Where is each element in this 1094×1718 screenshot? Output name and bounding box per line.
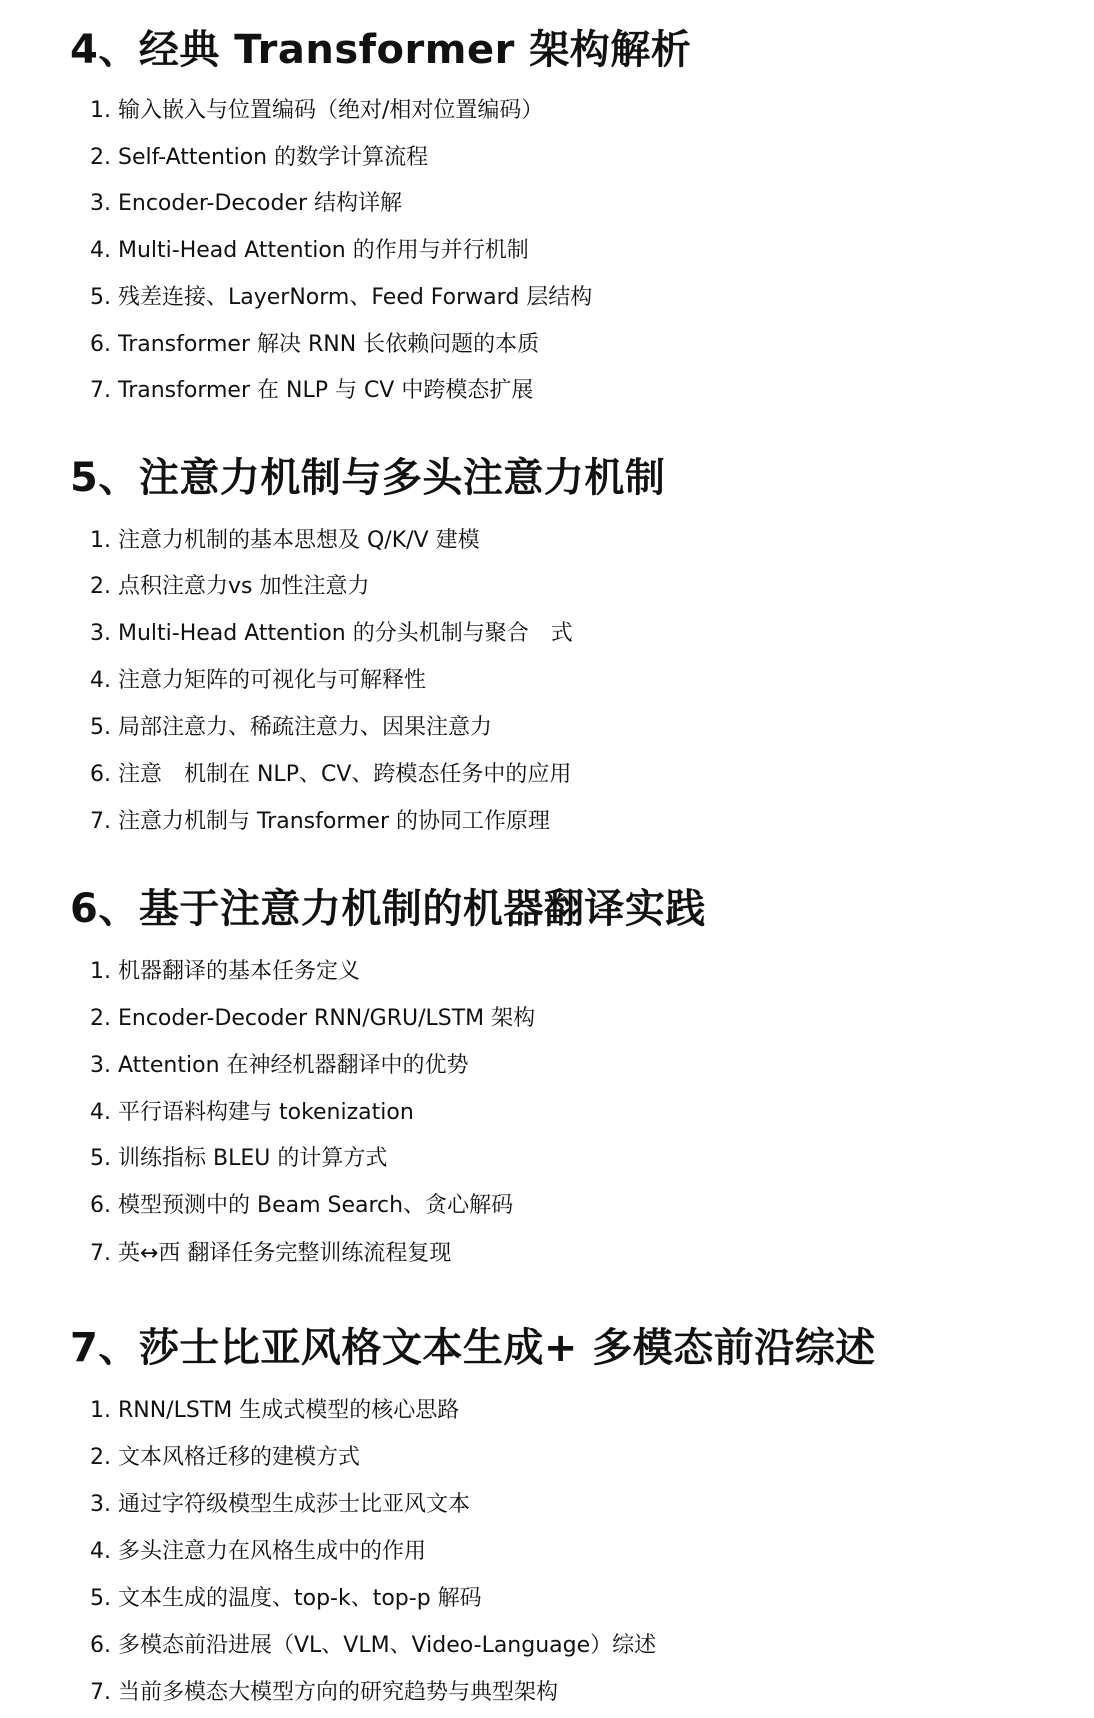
list-item: 7. 当前多模态大模型方向的研究趋势与典型架构 [90,1680,558,1705]
list-item: 2. Self-Attention 的数学计算流程 [90,145,429,170]
list-item: 4. Multi-Head Attention 的作用与并行机制 [90,238,529,263]
list-item: 5. 局部注意力、稀疏注意力、因果注意力 [90,715,492,740]
list-item: 2. Encoder-Decoder RNN/GRU/LSTM 架构 [90,1006,536,1031]
list-item: 5. 训练指标 BLEU 的计算方式 [90,1146,388,1171]
list-item: 5. 残差连接、LayerNorm、Feed Forward 层结构 [90,285,593,310]
list-item: 5. 文本生成的温度、top-k、top-p 解码 [90,1586,482,1611]
list-item: 2. 文本风格迁移的建模方式 [90,1445,360,1470]
list-item: 3. Encoder-Decoder 结构详解 [90,191,403,216]
list-item: 1. 机器翻译的基本任务定义 [90,959,360,984]
section-title: 7、莎士比亚风格文本生成+ 多模态前沿综述 [70,1325,876,1371]
section-title: 4、经典 Transformer 架构解析 [70,27,692,73]
list-item: 3. Attention 在神经机器翻译中的优势 [90,1053,469,1078]
list-item: 7. 注意力机制与 Transformer 的协同工作原理 [90,809,550,834]
list-item: 6. Transformer 解决 RNN 长依赖问题的本质 [90,332,540,357]
list-item: 4. 平行语料构建与 tokenization [90,1100,414,1125]
list-item: 3. Multi-Head Attention 的分头机制与聚合 式 [90,621,573,646]
list-item: 3. 通过字符级模型生成莎士比亚风文本 [90,1492,470,1517]
list-item: 4. 多头注意力在风格生成中的作用 [90,1539,426,1564]
list-item: 7. Transformer 在 NLP 与 CV 中跨模态扩展 [90,378,534,403]
list-item: 6. 模型预测中的 Beam Search、贪心解码 [90,1193,514,1218]
list-item: 6. 多模态前沿进展（VL、VLM、Video-Language）综述 [90,1633,657,1658]
section-title: 5、注意力机制与多头注意力机制 [70,455,666,501]
list-item: 1. 注意力机制的基本思想及 Q/K/V 建模 [90,528,480,553]
list-item: 7. 英↔西 翻译任务完整训练流程复现 [90,1241,452,1266]
list-item: 1. RNN/LSTM 生成式模型的核心思路 [90,1398,460,1423]
section-title: 6、基于注意力机制的机器翻译实践 [70,886,706,932]
list-item: 1. 输入嵌入与位置编码（绝对/相对位置编码） [90,98,544,123]
list-item: 6. 注意 机制在 NLP、CV、跨模态任务中的应用 [90,762,572,787]
list-item: 2. 点积注意力vs 加性注意力 [90,574,370,599]
list-item: 4. 注意力矩阵的可视化与可解释性 [90,668,426,693]
